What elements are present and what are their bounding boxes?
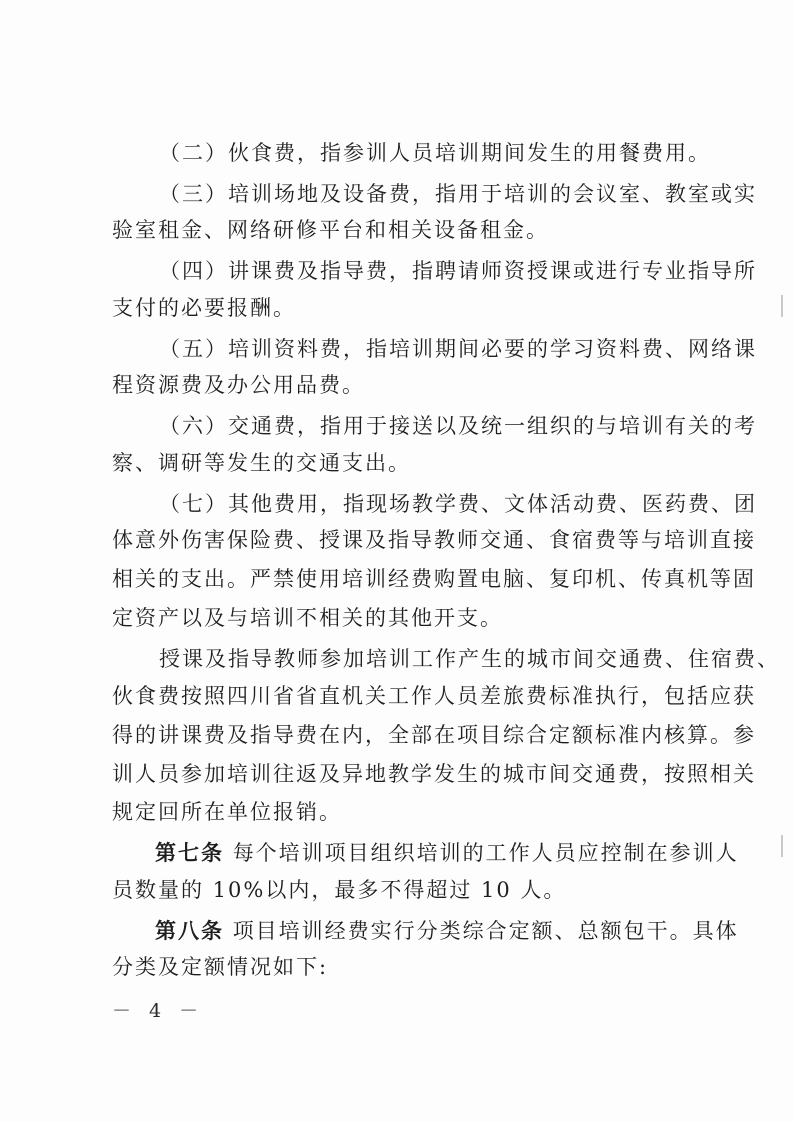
text-line: 定资产以及与培训不相关的其他开支。 xyxy=(112,606,503,630)
text-line: 训人员参加培训往返及异地教学发生的城市间交通费，按照相关 xyxy=(112,762,756,786)
text-line: （四）讲课费及指导费，指聘请师资授课或进行专业指导所 xyxy=(159,259,757,283)
text-line: 伙食费按照四川省省直机关工作人员差旅费标准执行，包括应获 xyxy=(112,684,756,708)
text-line: 验室租金、网络研修平台和相关设备租金。 xyxy=(112,218,549,242)
text-line: 程资源费及办公用品费。 xyxy=(112,373,365,397)
text-line: （六）交通费，指用于接送以及统一组织的与培训有关的考 xyxy=(159,414,757,438)
text-line: 相关的支出。严禁使用培训经费购置电脑、复印机、传真机等固 xyxy=(112,567,756,591)
page-number: － 4 － xyxy=(112,1000,205,1022)
text-line: （二）伙食费，指参训人员培训期间发生的用餐费用。 xyxy=(159,141,711,165)
text-line: 授课及指导教师参加培训工作产生的城市间交通费、住宿费、 xyxy=(159,647,780,671)
text-line: 规定回所在单位报销。 xyxy=(112,800,342,824)
text-line: （五）培训资料费，指培训期间必要的学习资料费、网络课 xyxy=(159,337,757,361)
scan-mark xyxy=(781,295,783,317)
text-line: 体意外伤害保险费、授课及指导教师交通、食宿费等与培训直接 xyxy=(112,528,756,552)
text-line: 员数量的 10%以内，最多不得超过 10 人。 xyxy=(112,878,567,902)
article-eight-label: 第八条 xyxy=(155,919,224,943)
text-line: 察、调研等发生的交通支出。 xyxy=(112,451,411,475)
text-line: 每个培训项目组织培训的工作人员应控制在参训人 xyxy=(232,841,739,865)
scan-mark xyxy=(781,835,783,857)
text-line: （三）培训场地及设备费，指用于培训的会议室、教室或实 xyxy=(159,182,757,206)
text-line: 支付的必要报酬。 xyxy=(112,296,296,320)
article-eight-line xyxy=(155,919,739,943)
article-seven-line xyxy=(155,841,739,865)
text-line: 得的讲课费及指导费在内，全部在项目综合定额标准内核算。参 xyxy=(112,723,756,747)
text-line: 项目培训经费实行分类综合定额、总额包干。具体 xyxy=(232,919,739,943)
text-line: 分类及定额情况如下: xyxy=(112,955,329,979)
text-line: （七）其他费用，指现场教学费、文体活动费、医药费、团 xyxy=(159,492,757,516)
article-seven-label: 第七条 xyxy=(155,841,224,865)
